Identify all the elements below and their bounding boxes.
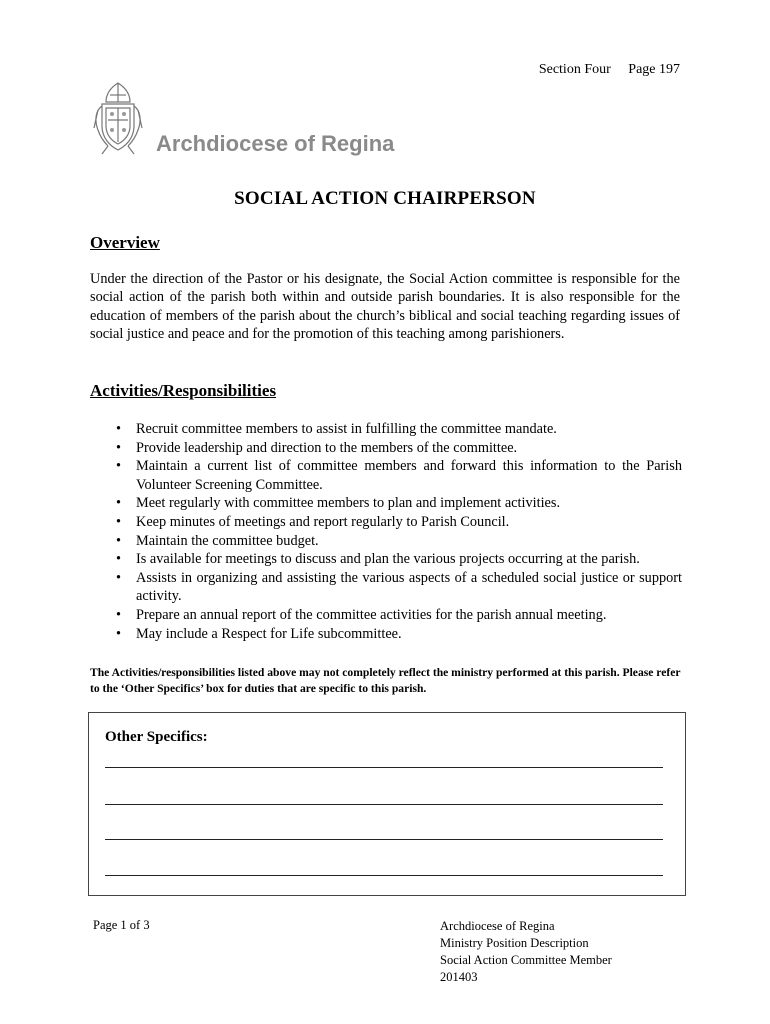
activity-item: • Maintain a current list of committee members and forward this information to the Parish Volunteer Screening Committee. <box>136 457 682 494</box>
other-specifics-box <box>88 712 686 896</box>
activity-item: • May include a Respect for Life subcommittee. <box>136 625 682 644</box>
footer-line: Ministry Position Description <box>440 936 589 950</box>
activity-item: • Prepare an annual report of the committee activities for the parish annual meeting. <box>136 606 682 625</box>
archdiocese-crest-icon <box>88 80 148 158</box>
answer-line[interactable] <box>105 767 663 768</box>
page-indicator: Page 1 of 3 <box>93 918 150 932</box>
document-title: SOCIAL ACTION CHAIRPERSON <box>234 188 536 209</box>
activity-item: • Keep minutes of meetings and report regularly to Parish Council. <box>136 513 682 532</box>
activity-item: • Maintain the committee budget. <box>136 532 682 551</box>
answer-line[interactable] <box>105 804 663 805</box>
activities-list <box>90 420 682 643</box>
overview-paragraph: Under the direction of the Pastor or his designate, the Social Action committee is responsible for the social action of the parish both within and outside parish boundaries. It is also responsible for the education of members of the parish about the church’s biblical and social teaching regarding issues of social justice and peace and for the promotion of this teaching among parishioners. <box>90 271 680 342</box>
page-header <box>539 62 680 78</box>
answer-line[interactable] <box>105 875 663 876</box>
activity-item: • Is available for meetings to discuss and plan the various projects occurring at the parish. <box>136 550 682 569</box>
activity-item: • Meet regularly with committee members to plan and implement activities. <box>136 494 682 513</box>
activities-heading: Activities/Responsibilities <box>90 381 277 400</box>
section-label: Section Four <box>538 62 611 77</box>
footer-line: 201403 <box>440 970 478 984</box>
activity-item: • Recruit committee members to assist in fulfilling the committee mandate. <box>136 420 682 439</box>
other-specifics-label: Other Specifics: <box>105 729 208 745</box>
footer-line: Social Action Committee Member <box>440 953 612 967</box>
activity-item: • Assists in organizing and assisting the various aspects of a scheduled social justice or support activity. <box>136 569 682 606</box>
activity-item: • Provide leadership and direction to the members of the committee. <box>136 439 682 458</box>
overview-heading: Overview <box>90 233 160 252</box>
footer-line: Archdiocese of Regina <box>440 919 555 933</box>
organization-name: Archdiocese of Regina <box>156 131 395 156</box>
answer-line[interactable] <box>105 839 663 840</box>
page-number: Page 197 <box>628 62 680 77</box>
footer-info <box>440 918 612 986</box>
disclaimer-note: The Activities/responsibilities listed above may not completely reflect the ministry performed at this parish. Please refer to the ‘Other Specifics’ box for duties that are specific to this parish. <box>90 666 681 695</box>
